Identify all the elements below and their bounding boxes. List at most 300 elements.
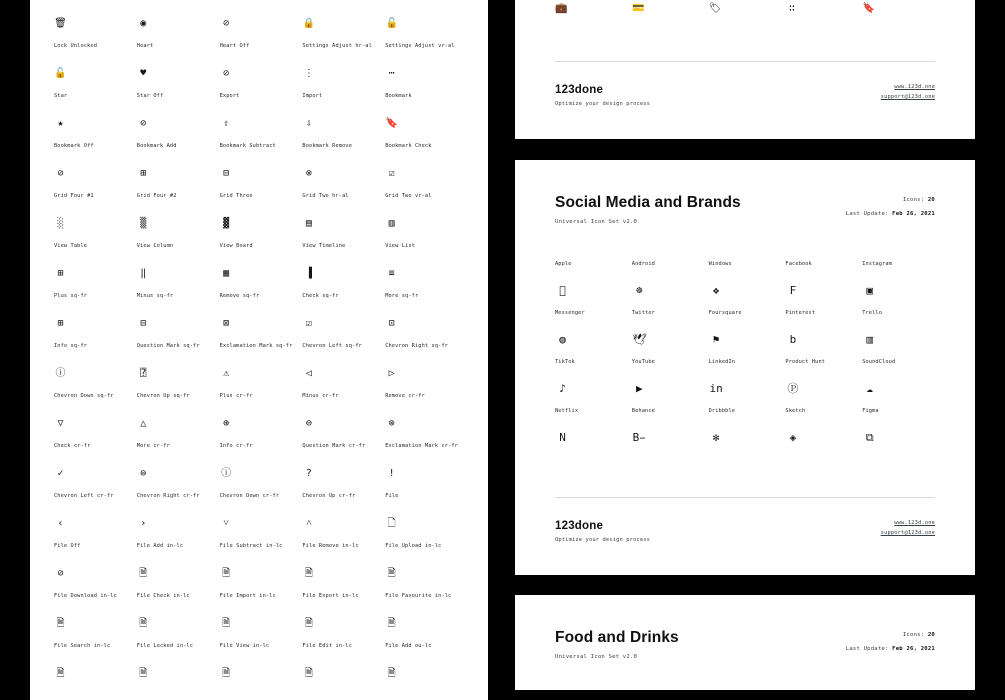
brand-logo	[555, 84, 650, 96]
foursquare-icon: ⚑	[712, 333, 720, 346]
icon-cell[interactable]	[220, 238, 299, 288]
more-square-frame-icon: ⊡	[388, 317, 395, 329]
trello-icon: ▥	[866, 333, 873, 346]
brand-name: 123done	[555, 520, 604, 532]
icon-cell-label: Question Mark cr-fr	[302, 443, 366, 449]
icon-cell-label: Bookmark Subtract	[219, 143, 276, 149]
icon-cell-label: Chevron Right sq-fr	[385, 343, 449, 349]
icon-cell-label: Netflix	[555, 408, 579, 414]
messenger-icon: ◍	[559, 333, 566, 346]
footer-site-link[interactable]: www.123d.one	[894, 520, 935, 526]
file-check-inline-icon: 🗎	[139, 617, 148, 629]
icon-cell[interactable]	[709, 359, 782, 408]
icon-cell[interactable]	[54, 188, 133, 238]
icon-cell[interactable]	[220, 188, 299, 238]
section-card-social-media	[515, 160, 975, 575]
twitter-icon: 🕊	[632, 333, 647, 346]
brand-tagline: Optimize your design process	[555, 537, 651, 543]
grid-two-horizontal-icon: ▤	[305, 217, 312, 229]
icon-cell[interactable]	[54, 288, 133, 338]
eye-off-icon: ⊘	[223, 17, 230, 29]
bag-icon: 💼	[555, 2, 568, 14]
icon-cell[interactable]	[220, 38, 299, 88]
icon-cell[interactable]	[862, 359, 935, 408]
icon-cell-label: View List	[385, 243, 415, 249]
grid-four-one-icon: ░	[57, 217, 64, 229]
icon-cell[interactable]	[555, 408, 628, 457]
icons-count-label: Icons:	[902, 632, 925, 638]
icon-cell[interactable]	[54, 538, 133, 588]
icon-cell-label: Facebook	[785, 261, 812, 267]
icon-cell-label: File Off	[54, 543, 81, 549]
icon-cell-label: File Import in-lc	[219, 593, 276, 599]
icon-cell-label: Heart	[136, 43, 154, 49]
icon-cell-label: Chevron Left cr-fr	[54, 493, 114, 499]
icon-cell[interactable]	[302, 438, 381, 488]
icon-cell-label: View Table	[54, 243, 88, 249]
icon-cell[interactable]	[220, 638, 299, 688]
icon-cell-label: Exclamation Mark sq-fr	[219, 343, 293, 349]
question-mark-square-frame-icon: ⍰	[140, 367, 147, 379]
icon-cell[interactable]	[220, 438, 299, 488]
icon-cell[interactable]	[220, 88, 299, 138]
icon-cell[interactable]	[220, 338, 299, 388]
lock-open-icon: 🔓	[385, 17, 398, 29]
icon-cell[interactable]	[785, 359, 858, 408]
icons-count-label: Icons:	[902, 197, 925, 203]
icon-cell[interactable]	[220, 138, 299, 188]
chevron-up-circle-frame-icon: ˄	[306, 517, 312, 529]
bookmark-subtract-icon: ⊟	[223, 167, 230, 179]
brand-icon-grid	[555, 225, 935, 457]
icon-cell[interactable]	[54, 138, 133, 188]
section-subtitle: Universal Icon Set v2.0	[555, 654, 638, 660]
last-update-value: Feb 26, 2021	[892, 211, 935, 217]
file-search-inline-icon: 🗎	[56, 667, 65, 679]
icon-cell[interactable]	[137, 138, 216, 188]
check-circle-frame-icon: ✓	[57, 467, 64, 479]
icon-cell[interactable]	[862, 408, 935, 457]
file-subtract-inline-icon: 🗎	[222, 567, 231, 579]
icon-cell-label: Trello	[862, 310, 883, 316]
view-timeline-icon: ▐	[305, 267, 312, 279]
icon-cell[interactable]	[632, 408, 705, 457]
youtube-icon: ▶	[635, 382, 643, 395]
icon-cell[interactable]	[137, 588, 216, 638]
icon-cell-label: Info sq-fr	[54, 343, 88, 349]
icon-cell-label: View Board	[219, 243, 253, 249]
question-mark-circle-frame-icon: ?	[305, 467, 312, 479]
instagram-icon: ▣	[866, 284, 873, 297]
section-title: Food and Drinks	[555, 629, 679, 646]
icon-cell[interactable]	[54, 638, 133, 688]
grid-four-two-icon: ▒	[140, 217, 147, 229]
icon-cell-label: Exclamation Mark cr-fr	[385, 443, 458, 449]
icon-cell-label: Plus cr-fr	[219, 393, 253, 399]
export-icon: ⇧	[223, 117, 230, 129]
icon-cell-label: Check cr-fr	[54, 443, 91, 449]
remove-square-frame-icon: ⊠	[223, 317, 230, 329]
icon-cell-label: File Download in-lc	[54, 593, 117, 599]
icon-cell[interactable]	[385, 488, 464, 538]
plus-square-frame-icon: ⊞	[57, 317, 64, 329]
icon-cell[interactable]	[137, 0, 216, 38]
chevron-down-circle-frame-icon: ˅	[223, 517, 229, 529]
more-dots-icon: ∷	[788, 2, 795, 14]
icon-sheet-page	[30, 0, 488, 700]
icon-cell-label: File Subtract in-lc	[219, 543, 283, 549]
icon-cell[interactable]	[220, 588, 299, 638]
netflix-icon: N	[559, 431, 566, 444]
exclamation-mark-circle-frame-icon: !	[388, 467, 395, 479]
icon-cell-label: Product Hunt	[785, 359, 826, 365]
icon-cell[interactable]	[385, 238, 464, 288]
icon-cell[interactable]	[385, 388, 464, 438]
settings-adjust-vertical-icon: ⋯	[388, 67, 395, 79]
icon-cell[interactable]	[302, 638, 381, 688]
icon-cell[interactable]	[385, 288, 464, 338]
icon-cell-label: File View in-lc	[219, 643, 270, 649]
bookmark-add-icon: ⊞	[140, 167, 147, 179]
icon-cell-label: Minus cr-fr	[302, 393, 339, 399]
icon-cell-label: Android	[631, 261, 655, 267]
icon-cell[interactable]	[220, 388, 299, 438]
file-add-inline-icon: 🗎	[139, 567, 148, 579]
footer-site-link[interactable]: www.123d.one	[894, 84, 935, 90]
icon-cell-label: File Upload in-lc	[385, 543, 442, 549]
icon-cell-label: Plus sq-fr	[54, 293, 88, 299]
icon-cell[interactable]	[54, 238, 133, 288]
icon-cell[interactable]	[302, 388, 381, 438]
icon-cell[interactable]	[220, 488, 299, 538]
icon-cell[interactable]	[54, 388, 133, 438]
icon-cell-label	[54, 0, 133, 9]
icon-cell-label: Twitter	[631, 310, 655, 316]
icon-cell-label: Chevron Left sq-fr	[302, 343, 362, 349]
icon-cell[interactable]	[862, 310, 935, 359]
icon-cell[interactable]	[632, 310, 705, 359]
footer-links	[881, 84, 935, 104]
icon-cell[interactable]	[137, 488, 216, 538]
section-header	[555, 595, 935, 660]
heart-off-icon: ⊘	[223, 67, 230, 79]
icon-cell-label: Grid Two hr-al	[302, 193, 349, 199]
grid-three-icon: ▓	[223, 217, 230, 229]
icon-cell[interactable]	[220, 288, 299, 338]
icon-cell[interactable]	[862, 261, 935, 310]
file-off-icon: ⊘	[57, 567, 64, 579]
icon-cell-label: Export	[219, 93, 240, 99]
icon-cell-label: Remove cr-fr	[385, 393, 425, 399]
icon-cell-label: Remove sq-fr	[219, 293, 260, 299]
last-update-value: Feb 26, 2021	[892, 646, 935, 652]
icon-cell[interactable]	[385, 138, 464, 188]
icon-cell-label: Bookmark Remove	[302, 143, 353, 149]
icon-cell-label: Instagram	[862, 261, 892, 267]
icon-cell-label: Chevron Right cr-fr	[136, 493, 200, 499]
icon-cell-label: Question Mark sq-fr	[136, 343, 200, 349]
chevron-right-square-frame-icon: ▷	[388, 367, 395, 379]
icon-cell[interactable]	[302, 38, 381, 88]
product-hunt-icon: Ⓟ	[787, 382, 799, 395]
icon-cell-label: Messenger	[555, 310, 585, 316]
section-card-food-and-drinks	[515, 595, 975, 690]
icon-cell[interactable]	[785, 310, 858, 359]
icon-cell[interactable]	[709, 261, 782, 310]
icon-cell[interactable]	[137, 388, 216, 438]
last-update	[846, 211, 935, 217]
file-edit-inline-icon: 🗎	[304, 667, 313, 679]
icon-cell[interactable]	[385, 588, 464, 638]
icon-cell-label: File Export in-lc	[302, 593, 359, 599]
previous-section-card	[515, 0, 975, 139]
more-circle-frame-icon: ⊜	[140, 467, 147, 479]
icon-cell[interactable]	[137, 38, 216, 88]
icon-cell-label: Chevron Down sq-fr	[54, 393, 114, 399]
icon-cell[interactable]	[54, 588, 133, 638]
icon-cell[interactable]	[54, 88, 133, 138]
apple-icon	[555, 283, 570, 298]
chevron-left-square-frame-icon: ◁	[305, 367, 312, 379]
icon-cell[interactable]	[137, 188, 216, 238]
icon-cell-label: Info cr-fr	[219, 443, 253, 449]
icon-cell[interactable]	[54, 338, 133, 388]
minus-square-frame-icon: ⊟	[140, 317, 147, 329]
icon-cell[interactable]	[709, 310, 782, 359]
file-export-inline-icon: 🗎	[304, 617, 313, 629]
footer-links	[881, 520, 935, 540]
view-list-icon: ≡	[388, 267, 395, 279]
icon-cell-label: Heart Off	[219, 43, 250, 49]
plus-circle-frame-icon: ⊕	[223, 417, 230, 429]
android-icon: ☸	[635, 284, 643, 297]
icon-cell[interactable]	[54, 438, 133, 488]
icon-cell-label: Bookmark Off	[54, 143, 94, 149]
card-icon: 💳	[632, 2, 645, 14]
settings-adjust-horizontal-icon: ⋮	[303, 67, 314, 79]
icon-cell-label: More sq-fr	[385, 293, 419, 299]
icon-cell-label: Bookmark Check	[385, 143, 432, 149]
icon-cell-label: Apple	[555, 261, 572, 267]
icon-cell[interactable]	[54, 38, 133, 88]
bookmark-icon: 🔖	[862, 2, 875, 14]
icon-cell[interactable]	[302, 288, 381, 338]
file-upload-inline-icon: 🗎	[387, 567, 396, 579]
lock-unlocked-icon: 🔓	[54, 67, 67, 79]
icon-cell-label	[385, 0, 464, 9]
bookmark-remove-icon: ⊗	[305, 167, 312, 179]
view-table-icon: ⊞	[57, 267, 64, 279]
icon-cell-label: Minus sq-fr	[136, 293, 174, 299]
icon-cell-label: Dribbble	[708, 408, 736, 414]
icon-cell-label: Figma	[862, 408, 879, 414]
section-header	[555, 160, 935, 225]
icon-cell-label: Windows	[708, 261, 732, 267]
icon-cell[interactable]	[785, 408, 858, 457]
icon-cell-label: File Favourite in-lc	[385, 593, 452, 599]
file-locked-inline-icon: 🗎	[139, 667, 148, 679]
section-title: Social Media and Brands	[555, 194, 741, 211]
view-board-icon: ▦	[223, 267, 230, 279]
icon-cell[interactable]	[302, 188, 381, 238]
icons-count-value: 20	[927, 197, 935, 203]
icon-cell-label: Grid Four #2	[136, 193, 177, 199]
file-view-inline-icon: 🗎	[222, 667, 231, 679]
grid-two-vertical-icon: ▥	[388, 217, 395, 229]
icon-cell-label: Bookmark	[385, 93, 412, 99]
icon-cell-label: File Locked in-lc	[136, 643, 194, 649]
footer-email-link[interactable]: support@123d.one	[880, 94, 935, 100]
star-off-icon: ⊘	[140, 117, 147, 129]
check-square-frame-icon: ☑	[305, 317, 312, 329]
icon-cell-label: More cr-fr	[136, 443, 170, 449]
footer-email-link[interactable]: support@123d.one	[880, 530, 935, 536]
tail-icon-row	[555, 0, 935, 15]
icon-cell-label: LinkedIn	[708, 359, 736, 365]
bookmark-icon: 🔖	[385, 117, 398, 129]
icon-cell-label: Chevron Up sq-fr	[136, 393, 190, 399]
icon-cell[interactable]	[54, 0, 133, 38]
info-square-frame-icon: ⓘ	[55, 367, 66, 379]
figma-icon: ⧉	[865, 431, 874, 444]
icon-cell[interactable]	[137, 638, 216, 688]
tag-icon: 🏷	[708, 2, 722, 14]
trash-can-icon: 🗑	[54, 17, 67, 29]
icon-cell[interactable]	[220, 538, 299, 588]
icon-cell-label: Star Off	[136, 93, 164, 99]
icon-cell-label: Settings Adjust hr-al	[302, 43, 372, 49]
icon-cell[interactable]	[137, 238, 216, 288]
icon-cell[interactable]	[385, 638, 464, 688]
last-update-label: Last Update:	[845, 646, 889, 652]
chevron-up-square-frame-icon: △	[140, 417, 147, 429]
dribbble-icon: ✻	[712, 431, 720, 444]
heart-icon: ♥	[140, 67, 147, 79]
icon-cell-label: Grid Four #1	[54, 193, 94, 199]
icon-cell[interactable]	[54, 488, 133, 538]
icon-cell[interactable]	[137, 338, 216, 388]
page-footer	[555, 498, 935, 543]
brand-logo	[555, 520, 650, 532]
icon-cell[interactable]	[302, 588, 381, 638]
icon-cell[interactable]	[385, 38, 464, 88]
icon-cell-label: Sketch	[785, 408, 806, 414]
bookmark-check-icon: ☑	[388, 167, 395, 179]
chevron-right-circle-frame-icon: ›	[140, 517, 147, 529]
icon-cell[interactable]	[385, 0, 464, 38]
icon-cell-label	[220, 0, 299, 9]
icon-cell-label: File	[385, 493, 399, 499]
eye-icon: ◉	[140, 17, 147, 29]
icon-grid	[54, 0, 464, 688]
icon-cell-label: File Add in-lc	[136, 543, 184, 549]
section-subtitle: Universal Icon Set v2.0	[555, 219, 638, 225]
sketch-icon: ◈	[789, 431, 797, 444]
icon-cell-label: Pinterest	[785, 310, 816, 316]
icon-cell[interactable]	[555, 310, 628, 359]
lock-icon: 🔒	[302, 17, 316, 29]
behance-icon: B̵	[632, 431, 646, 444]
icon-cell-label: Behance	[631, 408, 655, 414]
file-add-outline-icon: 🗎	[387, 667, 396, 679]
icon-cell-label: File Add ou-lc	[385, 643, 432, 649]
icon-cell[interactable]	[385, 438, 464, 488]
icon-cell-label: TikTok	[555, 359, 575, 365]
icon-cell-label: Grid Two vr-al	[385, 193, 432, 199]
icon-cell[interactable]	[302, 138, 381, 188]
icon-cell-label: Chevron Up cr-fr	[302, 493, 356, 499]
icon-cell-label: Import	[302, 93, 323, 99]
icon-cell[interactable]	[709, 408, 782, 457]
facebook-icon: 𝙵	[789, 284, 797, 297]
icon-cell[interactable]	[137, 538, 216, 588]
icon-cell-label: View Column	[136, 243, 174, 249]
file-download-inline-icon: 🗎	[56, 617, 65, 629]
icon-cell[interactable]	[302, 488, 381, 538]
pinterest-icon: 𝚋	[789, 333, 797, 346]
icons-count-value: 20	[927, 632, 935, 638]
icon-cell[interactable]	[385, 88, 464, 138]
icon-cell[interactable]	[385, 338, 464, 388]
icon-cell[interactable]	[137, 288, 216, 338]
remove-circle-frame-icon: ⊗	[388, 417, 395, 429]
icon-cell[interactable]	[555, 261, 628, 310]
icon-cell[interactable]	[137, 88, 216, 138]
tiktok-icon: ♪	[559, 382, 566, 395]
icon-cell-label: File Remove in-lc	[302, 543, 359, 549]
icons-count	[846, 197, 935, 203]
icon-cell[interactable]	[302, 88, 381, 138]
icon-cell[interactable]	[555, 359, 628, 408]
section-meta	[846, 194, 935, 225]
minus-circle-frame-icon: ⊖	[305, 417, 312, 429]
icon-cell-label: Chevron Down cr-fr	[219, 493, 280, 499]
icon-cell-label: SoundCloud	[862, 359, 896, 365]
icon-cell[interactable]	[302, 238, 381, 288]
icon-cell[interactable]	[785, 261, 858, 310]
icon-cell-label	[137, 0, 216, 9]
icon-cell[interactable]	[137, 438, 216, 488]
windows-icon: ❖	[712, 284, 720, 297]
icons-count	[846, 632, 935, 638]
page-footer	[555, 62, 935, 107]
linkedin-icon: in	[709, 382, 723, 395]
file-remove-inline-icon: 🗎	[304, 567, 313, 579]
icon-cell-label	[302, 0, 381, 9]
chevron-left-circle-frame-icon: ‹	[57, 517, 64, 529]
file-favourite-inline-icon: 🗎	[387, 617, 396, 629]
last-update-label: Last Update:	[845, 211, 889, 217]
icon-cell-label: File Check in-lc	[136, 593, 190, 599]
icon-cell-label: Grid Three	[219, 193, 253, 199]
icon-cell-label: File Search in-lc	[54, 643, 111, 649]
bookmark-off-icon: ⊘	[57, 167, 64, 179]
icon-cell[interactable]	[302, 338, 381, 388]
brand-name: 123done	[555, 84, 604, 96]
icon-cell[interactable]	[302, 538, 381, 588]
icon-cell-label: Bookmark Add	[136, 143, 177, 149]
icon-cell[interactable]	[385, 538, 464, 588]
icon-cell[interactable]	[302, 0, 381, 38]
file-import-inline-icon: 🗎	[222, 617, 231, 629]
file-icon: 🗋	[387, 517, 396, 529]
icon-cell-label: File Edit in-lc	[302, 643, 353, 649]
icon-cell[interactable]	[220, 0, 299, 38]
icon-cell[interactable]	[632, 359, 705, 408]
icon-cell[interactable]	[385, 188, 464, 238]
brand-tagline: Optimize your design process	[555, 101, 651, 107]
icon-cell[interactable]	[632, 261, 705, 310]
